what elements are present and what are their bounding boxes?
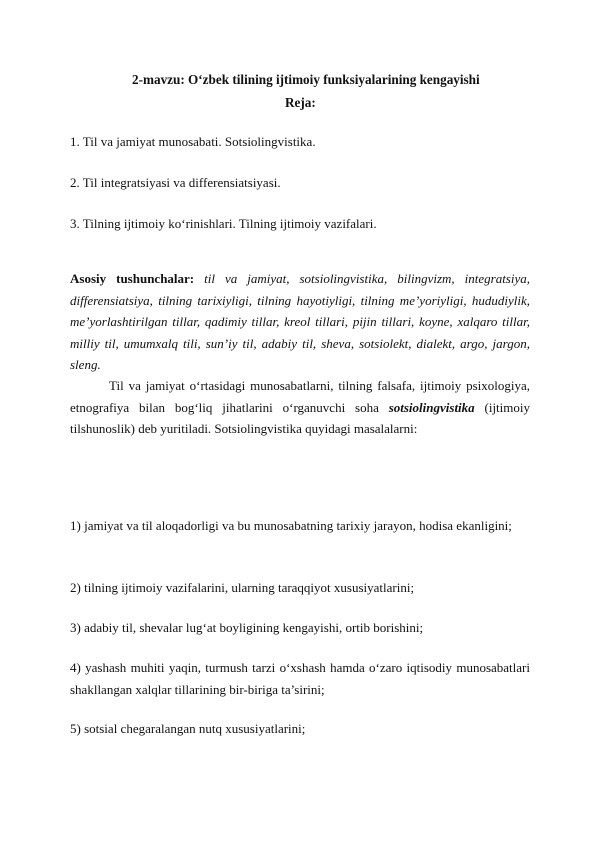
plan-item-2: 2. Til integratsiyasi va differensiatsiyasi. (70, 175, 281, 190)
document-title: 2-mavzu: O‘zbek tilining ijtimoiy funksiyalarining kengayishi (132, 72, 480, 87)
intro-term: sotsiolingvistika (388, 399, 475, 415)
list-item-3: 3) adabiy til, shevalar lug‘at boyligining kengayishi, ortib borishini; (70, 620, 424, 635)
intro-text-after: (ijtimoiy tilshunoslik) deb yuritiladi. Sotsiolingvistika quyidagi masalalarni: (70, 399, 531, 436)
plan-item-1: 1. Til va jamiyat munosabati. Sotsiolingvistika. (70, 134, 316, 149)
list-item-2: 2) tilning ijtimoiy vazifalarini, ularning taraqqiyot xususiyatlarini; (70, 580, 415, 595)
list-item-4: 4) yashash muhiti yaqin, turmush tarzi o‘xshash hamda o‘zaro iqtisodiy munosabatlari shakllangan xalqlar tillarining bir-biriga ta’sirini; (70, 660, 530, 697)
key-concepts-paragraph (70, 268, 530, 376)
list-item-1: 1) jamiyat va til aloqadorligi va bu munosabatning tarixiy jarayon, hodisa ekanligini; (70, 518, 512, 533)
list-item-5: 5) sotsial chegaralangan nutq xususiyatlarini; (70, 721, 306, 736)
key-concepts-label: Asosiy tushunchalar: (70, 271, 195, 286)
intro-text-before: Til va jamiyat o‘rtasidagi munosabatlarni, tilning falsafa, ijtimoiy psixologiya, etnografiya bilan bog‘liq jihatlarini o‘rganuvchi soha (70, 378, 530, 415)
plan-heading: Reja: (285, 95, 316, 110)
plan-item-3: 3. Tilning ijtimoiy ko‘rinishlari. Tilning ijtimoiy vazifalari. (70, 216, 377, 231)
key-concepts-list: til va jamiyat, sotsiolingvistika, bilingvizm, integratsiya, differensiatsiya, tilning tarixiyligi, tilning hayotiyligi, tilning me’yoriyligi, hududiylik, me’yorlashtirilgan tillar, qadimiy tillar, kreol tillari, pijin tillari, koyne, xalqaro tillar, milliy til, umumxalq tili, sun’iy til, adabiy til, sheva, sotsiolekt, dialekt, argo, jargon, sleng. (70, 271, 530, 372)
intro-paragraph (70, 375, 530, 440)
